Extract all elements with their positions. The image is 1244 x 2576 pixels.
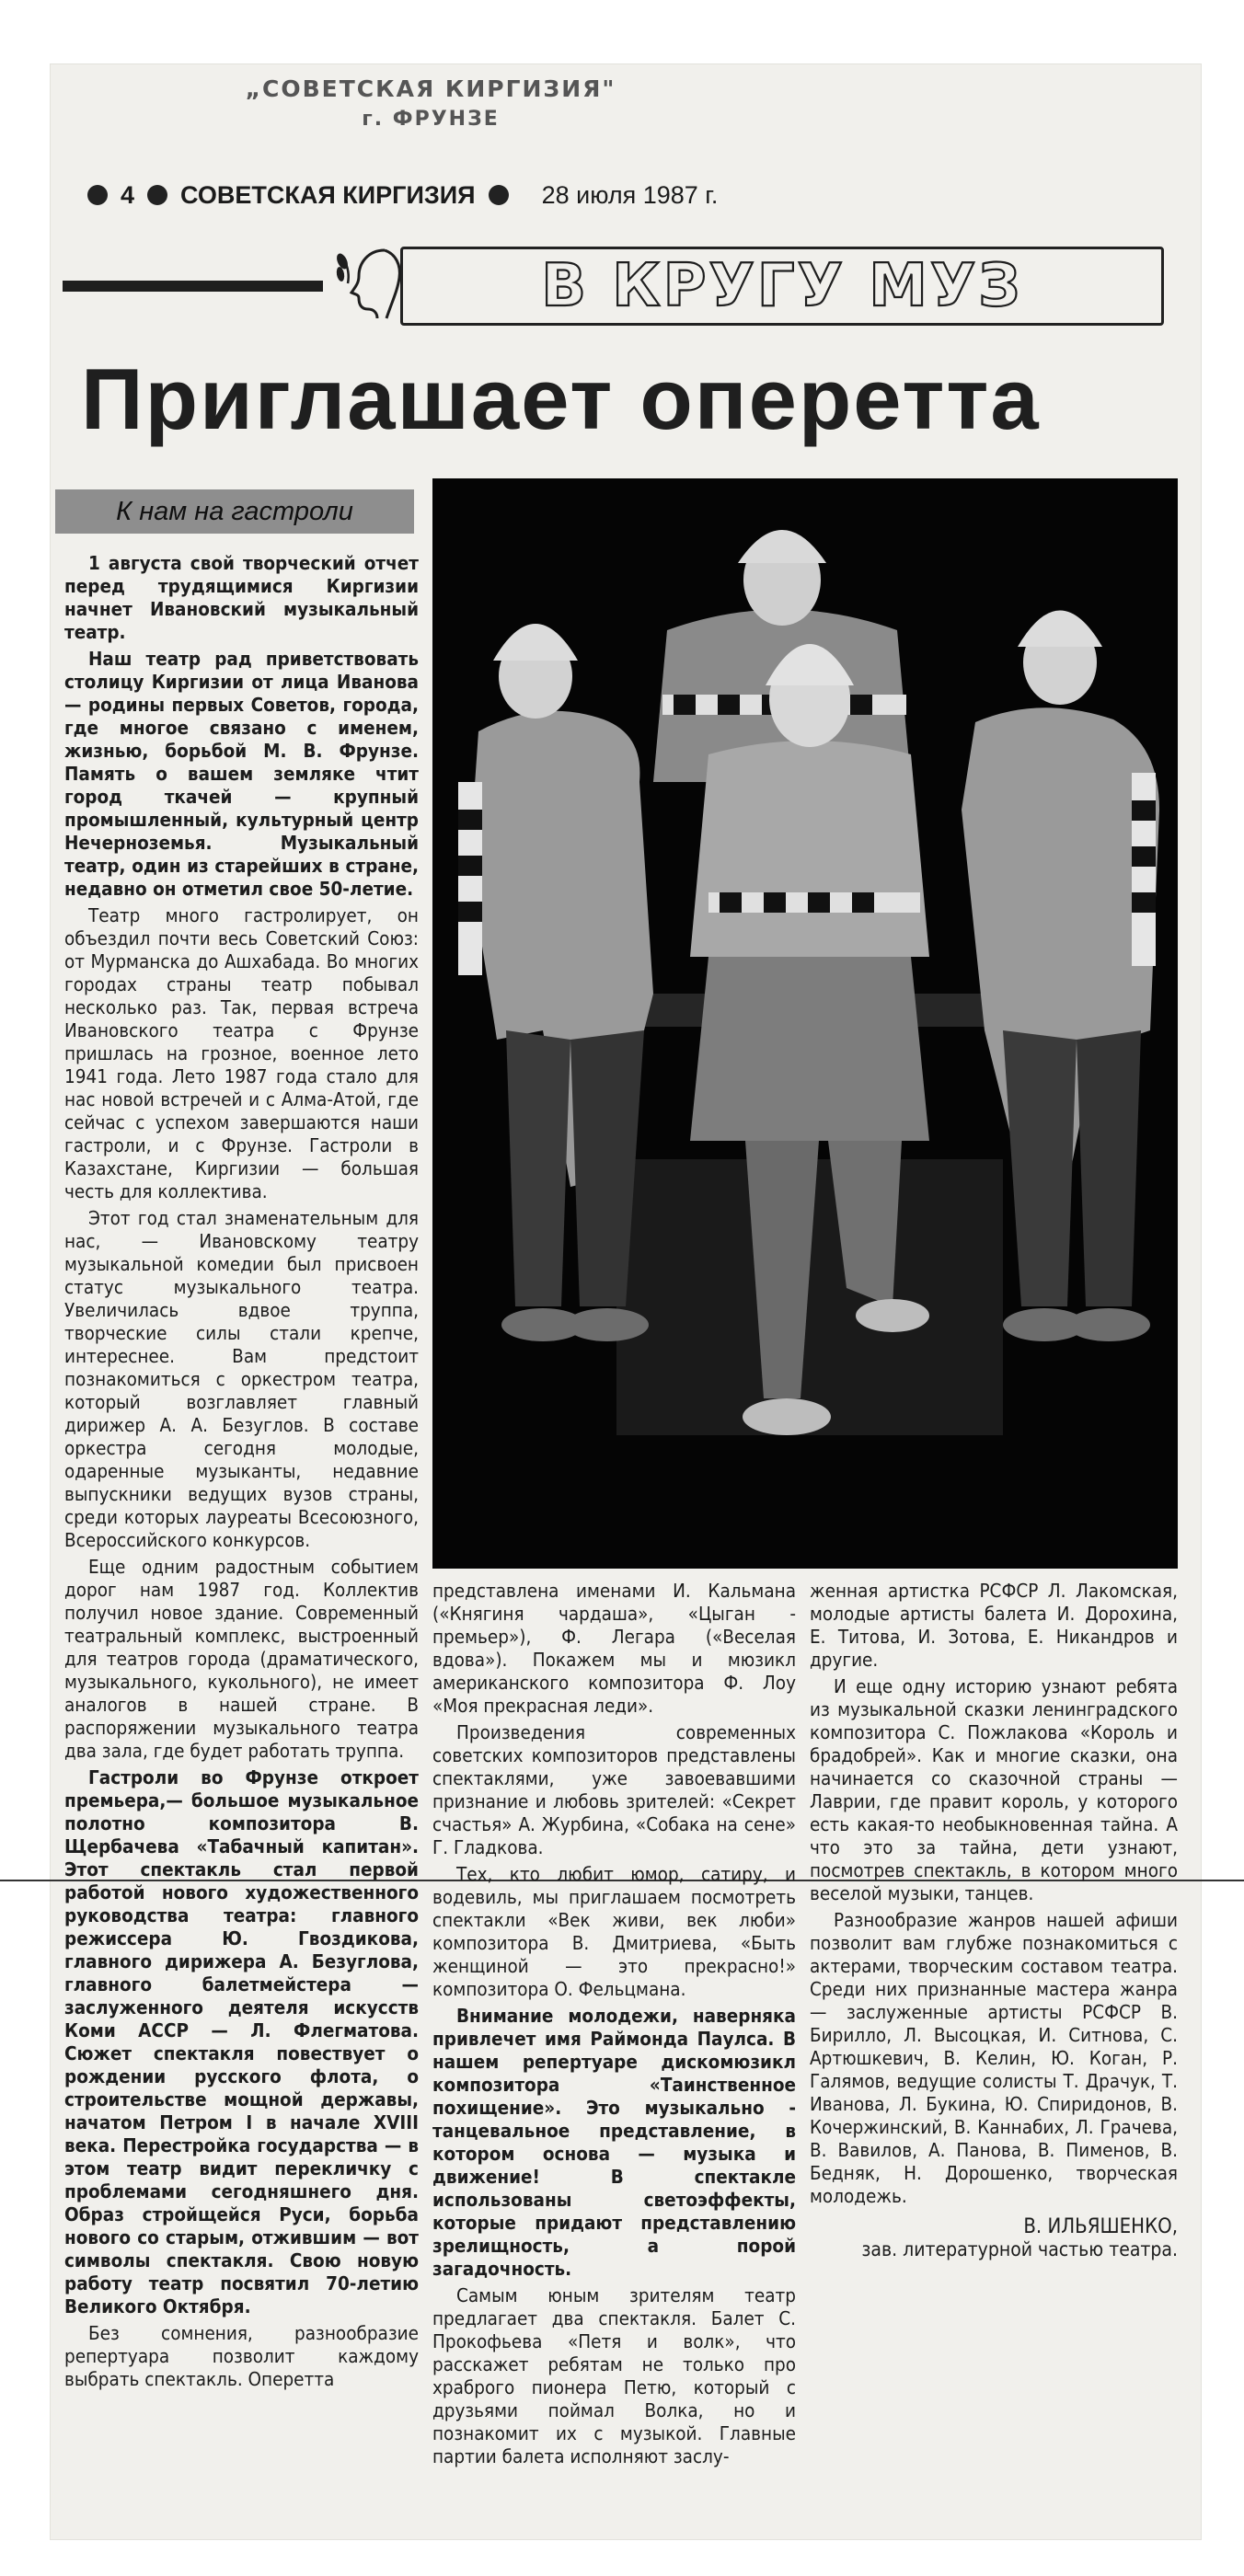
rubric-title: В КРУГУ МУЗ <box>541 252 1023 320</box>
paragraph: представлена именами И. Кальмана («Княгиня чардаша», «Цыган - премьер»), Ф. Легара («Веселая вдова»). Покажем мы и мюзикл американского композитора Ф. Лоу «Моя прекрасная леди». <box>432 1580 796 1717</box>
newspaper-title: СОВЕТСКАЯ КИРГИЗИЯ <box>180 180 476 209</box>
paragraph: Разнообразие жанров нашей афиши позволит вам глубже познакомиться с актерами, творческим составом театра. Среди них признанные мастера жанра — заслуженные артисты РСФСР В. Бирилло, Л. Высоцкая, И. Ситнова, С. Артюшкевич, В. Келин, Ю. Коган, Р. Галямов, ведущие солисты Т. Драчук, Т. Иванова, Л. Букина, Ю. Спиридонов, В. Кочержинский, В. Каннабих, Л. Грачева, В. Вавилов, А. Панова, В. Пименов, В. Бедняк, Н. Дорошенко, творческая молодежь. <box>810 1909 1178 2207</box>
bullet-icon <box>147 185 167 205</box>
stamp-city: г. ФРУНЗЕ <box>362 108 500 131</box>
rubric-rule <box>63 281 323 292</box>
paragraph: Театр много гастролирует, он объездил почти весь Советский Союз: от Мурманска до Ашхабада. Во многих городах страны театр побывал несколько раз. Так, первая встреча Ивановского театра с Фрунзе пришлась на грозное, военное лето 1941 года. Лето 1987 года стало для нас новой встречей и с Алма-Атой, где сейчас с успехом завершаются наши гастроли, и с Фрунзе. Гастроли в Казахстане, Киргизии — большая честь для коллектива. <box>64 904 419 1202</box>
paragraph: женная артистка РСФСР Л. Лакомская, молодые артисты балета И. Дорохина, Е. Титова, И. Зотова, Е. Никандров и другие. <box>810 1580 1178 1671</box>
headline: Приглашает оперетта <box>81 351 1041 447</box>
operetta-troupe-photo <box>432 478 1178 1569</box>
paragraph: Наш театр рад приветствовать столицу Киргизии от лица Иванова — родины первых Советов, города, где многое связано с именем, жизнью, борьбой М. В. Фрунзе. Память о вашем земляке чтит город ткачей — крупный промышленный, культурный центр Нечерноземья. Музыкальный театр, один из старейших в стране, недавно он отметил свое 50-летие. <box>64 648 419 900</box>
paragraph: Без сомнения, разнообразие репертуара позволит каждому выбрать спектакль. Оперетта <box>64 2322 419 2390</box>
paragraph: 1 августа свой творческий отчет перед трудящимися Киргизии начнет Ивановский музыкальный театр. <box>64 552 419 643</box>
bullet-icon <box>87 185 108 205</box>
paragraph: Гастроли во Фрунзе откроет премьера,— большое музыкальное полотно композитора В. Щербачева «Табачный капитан». Этот спектакль стал первой работой нового художественного руководства театра: главного режиссера Ю. Гвоздикова, главного дирижера А. Безуглова, главного балетмейстера — заслуженного деятеля искусств Коми АССР — Л. Флегматова. Сюжет спектакля повествует о рождении русского флота, о строительстве мощной державы, начатом Петром I в начале XVIII века. Перестройка государства — в этом театр видит перекличку с проблемами сегодняшнего дня. Образ стройщейся Руси, борьба нового со старым, отжившим — вот символы спектакля. Свою новую работу театр посвятил 70-летию Великого Октября. <box>64 1766 419 2317</box>
paragraph: Этот год стал знаменательным для нас, — Ивановскому театру музыкальной комедии был присвоен статус музыкального театра. Увеличилась вдвое труппа, творческие силы стали крепче, интереснее. Вам предстоит познакомиться с оркестром театра, который возглавляет главный дирижер А. А. Безуглов. В составе оркестра сегодня молодые, одаренные музыканты, недавние выпускники ведущих вузов страны, среди которых лауреаты Всесоюзного, Всероссийского конкурсов. <box>64 1207 419 1551</box>
rubric-box <box>400 247 1164 326</box>
paragraph: И еще одну историю узнают ребята из музыкальной сказки ленинградского композитора С. Пожлакова «Король и брадобрей». Как и многие сказки, она начинается со сказочной страны — Лаврии, где правит король, у которого есть какая-то необыкновенная тайна. А что это за тайна, дети узнают, посмотрев спектакль, в котором много веселой музыки, танцев. <box>810 1675 1178 1904</box>
paragraph: Внимание молодежи, наверняка привлечет имя Раймонда Паулса. В нашем репертуаре дискомюзикл композитора «Таинственное похищение». Это музыкально - танцевальное представление, в котором основа — музыка и движение! В спектакле использованы светоэффекты, которые придают представлению зрелищность, а порой загадочность. <box>432 2005 796 2280</box>
paragraph: Тех, кто любит юмор, сатиру, и водевиль, мы приглашаем посмотреть спектакли «Век живи, век люби» композитора В. Дмитриева, «Быть женщиной — это прекрасно!» композитора О. Фельцмана. <box>432 1863 796 2000</box>
page-number: 4 <box>121 180 135 209</box>
masthead <box>87 177 824 213</box>
issue-date: 28 июля 1987 г. <box>541 180 719 209</box>
subhead: К нам на гастроли <box>55 489 414 534</box>
article-column-2 <box>432 1580 796 2472</box>
article-column-1 <box>64 552 419 2395</box>
bullet-icon <box>489 185 509 205</box>
paragraph: Произведения современных советских композиторов представлены спектаклями, уже завоевавшими признание и любовь зрителей: «Секрет счастья» А. Журбина, «Собака на сене» Г. Гладкова. <box>432 1721 796 1858</box>
paragraph: Самым юным зрителям театр предлагает два спектакля. Балет С. Прокофьева «Петя и волк», что расскажет ребятам не только про храброго пионера Петю, который с друзьями поймал Волка, но и познакомит их с музыкой. Главные партии балета исполняют заслу- <box>432 2284 796 2467</box>
clipping-stamp <box>237 75 624 131</box>
article-column-3 <box>810 1580 1178 2261</box>
author-name: В. ИЛЬЯШЕНКО, <box>1023 2215 1178 2238</box>
paragraph: Еще одним радостным событием дорог нам 1987 год. Коллектив получил новое здание. Современный театральный комплекс, выстроенный для театров города (драматического, музыкального, кукольного), не имеет аналогов в нашей стране. В распоряжении музыкального театра два зала, где будет работать труппа. <box>64 1556 419 1762</box>
author-position: зав. литературной частью театра. <box>861 2238 1178 2260</box>
stamp-paper-name: „СОВЕТСКАЯ КИРГИЗИЯ" <box>245 75 616 102</box>
muse-profile-icon <box>331 241 414 324</box>
